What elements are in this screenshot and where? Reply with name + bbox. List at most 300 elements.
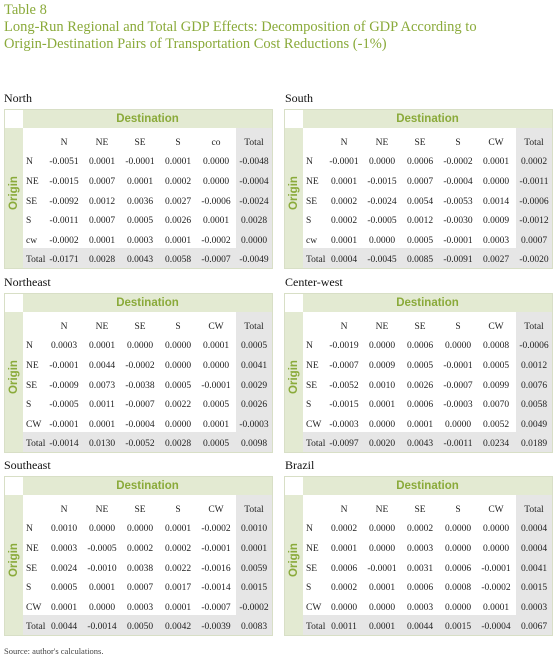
table-cell: 0.0004 [520,543,548,554]
table-cell: 0.0005 [406,360,434,371]
column-header: S [455,321,461,332]
row-label: Total [306,255,326,266]
table-caption-line-1: Long-Run Regional and Total GDP Effects: Decomposition of GDP According to [4,19,477,35]
table-cell: 0.0000 [368,235,396,246]
column-header: SE [414,504,426,515]
table-cell: 0.0010 [50,524,78,535]
column-header: S [175,321,181,332]
panel-brazil [284,476,553,636]
table-cell: 0.0044 [50,622,78,633]
table-cell: 0.0042 [164,622,192,633]
table-cell: 0.0002 [330,216,358,227]
table-cell: 0.0001 [88,419,116,430]
table-row [23,435,273,455]
table-cell: -0.0004 [125,419,155,430]
table-cell: 0.0000 [368,157,396,168]
destination-header: Destination [303,294,552,312]
table-cell: -0.0004 [481,622,511,633]
table-cell: 0.0003 [406,543,434,554]
table-cell: 0.0002 [164,543,192,554]
table-cell: -0.0003 [239,419,269,430]
panel-title-brazil: Brazil [285,458,315,472]
table-cell: 0.0001 [368,400,396,411]
table-cell: 0.0006 [406,400,434,411]
table-row [23,520,273,540]
origin-label: Origin [8,360,20,394]
table-cell: -0.0002 [443,157,473,168]
table-cell: 0.0005 [126,216,154,227]
table-cell: 0.0015 [444,622,472,633]
table-row [303,172,553,192]
table-cell: 0.0004 [330,255,358,266]
table-cell: 0.0041 [240,360,268,371]
column-header: NE [95,504,109,515]
table-cell: -0.0005 [367,216,397,227]
table-cell: 0.0010 [240,524,268,535]
table-cell: -0.0001 [125,157,155,168]
table-cell: 0.0006 [444,563,472,574]
row-label: NE [306,176,319,187]
table-row [23,356,273,376]
table-cell: 0.0000 [482,524,510,535]
table-cell: 0.0005 [164,380,192,391]
table-cell: -0.0007 [443,380,473,391]
column-header: N [340,504,348,515]
table-cell: -0.0004 [239,176,269,187]
table-row [303,337,553,357]
table-cell: -0.0004 [443,176,473,187]
table-cell: 0.0189 [520,439,548,450]
table-row [303,211,553,231]
row-label: CW [26,602,42,613]
table-cell: -0.0039 [201,622,231,633]
table-cell: 0.0000 [126,341,154,352]
table-cell: 0.0001 [330,543,358,554]
column-header: SE [414,137,426,148]
table-cell: 0.0000 [164,341,192,352]
table-cell: 0.0001 [164,235,192,246]
column-header: N [60,321,68,332]
table-cell: -0.0005 [87,543,117,554]
table-caption-line-2: Origin-Destination Pairs of Transportation Cost Reductions (-1%) [4,36,387,52]
table-cell: 0.0000 [368,602,396,613]
destination-header: Destination [23,110,272,128]
table-cell: -0.0001 [443,235,473,246]
table-cell: 0.0006 [406,341,434,352]
table-cell: -0.0003 [443,400,473,411]
row-label: S [26,400,32,411]
data-table [23,317,273,454]
column-header: NE [95,137,109,148]
column-header: S [455,137,461,148]
column-header: N [60,137,68,148]
row-label: SE [26,196,38,207]
table-row [23,559,273,579]
table-cell: 0.0008 [444,583,472,594]
table-cell: 0.0012 [520,360,548,371]
table-cell: 0.0002 [126,543,154,554]
origin-label: Origin [8,543,20,577]
table-row [303,520,553,540]
table-row [303,598,553,618]
table-cell: 0.0009 [368,360,396,371]
row-label: NE [26,543,39,554]
origin-label: Origin [8,176,20,210]
table-cell: 0.0001 [88,341,116,352]
table-cell: -0.0001 [201,380,231,391]
row-label: Total [26,622,46,633]
column-header: Total [524,321,544,332]
table-row [23,539,273,559]
panel-southeast [4,476,273,636]
table-cell: -0.0001 [481,563,511,574]
table-cell: -0.0002 [49,235,79,246]
column-header: SE [134,504,146,515]
table-cell: -0.0097 [329,439,359,450]
table-cell: 0.0012 [406,216,434,227]
table-cell: 0.0001 [88,157,116,168]
table-row [23,153,273,173]
table-cell: -0.0006 [201,196,231,207]
table-cell: 0.0029 [240,380,268,391]
origin-header-band [5,128,23,268]
table-cell: 0.0000 [202,360,230,371]
table-row [23,337,273,357]
table-cell: -0.0007 [329,360,359,371]
table-row [303,251,553,271]
table-cell: -0.0024 [367,196,397,207]
table-row [303,231,553,251]
table-cell: 0.0003 [520,602,548,613]
table-cell: -0.0015 [367,176,397,187]
row-label: Total [26,255,46,266]
table-cell: 0.0007 [88,176,116,187]
row-label: SE [26,563,38,574]
table-cell: -0.0012 [519,216,549,227]
table-cell: 0.0001 [164,157,192,168]
origin-label: Origin [288,176,300,210]
table-row [23,395,273,415]
table-cell: 0.0001 [88,235,116,246]
row-label: NE [306,543,319,554]
table-cell: 0.0000 [330,602,358,613]
destination-header: Destination [23,294,272,312]
row-label: cw [26,235,38,246]
table-cell: 0.0012 [88,196,116,207]
table-cell: 0.0001 [406,419,434,430]
table-cell: -0.0030 [443,216,473,227]
table-cell: 0.0001 [50,602,78,613]
column-header-row [23,500,273,520]
table-cell: 0.0026 [406,380,434,391]
table-row [23,192,273,212]
column-header: N [60,504,68,515]
table-cell: -0.0045 [367,255,397,266]
destination-header: Destination [23,477,272,495]
table-cell: -0.0016 [201,563,231,574]
table-cell: 0.0000 [444,419,472,430]
panel-title-south: South [285,91,314,105]
table-cell: -0.0001 [443,360,473,371]
origin-header-band [285,312,303,452]
table-cell: -0.0011 [49,216,79,227]
panel-title-northeast: Northeast [4,275,51,289]
row-label: N [26,157,33,168]
table-cell: -0.0015 [329,400,359,411]
table-cell: -0.0001 [49,360,79,371]
column-header-row [303,133,553,153]
table-cell: 0.0003 [482,235,510,246]
source-note: Source: author's calculations. [4,646,104,656]
destination-header: Destination [303,477,552,495]
table-cell: 0.0000 [240,235,268,246]
table-row [303,539,553,559]
table-cell: 0.0005 [50,583,78,594]
column-header-row [303,500,553,520]
table-cell: 0.0050 [126,622,154,633]
table-cell: -0.0052 [329,380,359,391]
table-cell: 0.0002 [406,524,434,535]
table-cell: 0.0011 [331,622,357,633]
table-cell: 0.0010 [368,380,396,391]
row-label: NE [306,360,319,371]
panel-title-southeast: Southeast [4,458,51,472]
table-cell: 0.0001 [330,235,358,246]
table-cell: 0.0000 [444,543,472,554]
table-row [303,153,553,173]
table-cell: -0.0002 [201,235,231,246]
table-cell: -0.0001 [367,563,397,574]
panel-title-north: North [4,91,32,105]
table-row [303,618,553,638]
table-cell: -0.0007 [125,400,155,411]
table-cell: 0.0049 [520,419,548,430]
origin-label: Origin [288,360,300,394]
table-cell: 0.0059 [240,563,268,574]
column-header: CW [488,321,504,332]
table-cell: -0.0002 [201,524,231,535]
table-cell: 0.0008 [482,341,510,352]
table-row [23,618,273,638]
table-cell: -0.0002 [239,602,269,613]
column-header: NE [375,137,389,148]
table-cell: 0.0000 [164,360,192,371]
table-cell: 0.0000 [368,524,396,535]
corner-cell [23,500,45,520]
table-cell: -0.0053 [443,196,473,207]
table-cell: 0.0017 [164,583,192,594]
table-cell: 0.0058 [164,255,192,266]
table-cell: -0.0002 [125,360,155,371]
table-cell: 0.0130 [88,439,116,450]
column-header: Total [244,137,264,148]
table-cell: 0.0026 [164,216,192,227]
corner-cell [23,317,45,337]
table-cell: 0.0005 [406,235,434,246]
row-label: CW [306,419,322,430]
table-cell: 0.0044 [88,360,116,371]
row-label: SE [306,563,318,574]
table-row [23,231,273,251]
table-cell: 0.0083 [240,622,268,633]
table-cell: 0.0015 [240,583,268,594]
row-label: SE [306,196,318,207]
table-cell: 0.0001 [482,157,510,168]
table-cell: 0.0234 [482,439,510,450]
column-header: Total [244,321,264,332]
panel-title-center-west: Center-west [285,275,343,289]
column-header: NE [375,321,389,332]
column-header: Total [244,504,264,515]
table-cell: 0.0020 [368,439,396,450]
row-label: N [26,524,33,535]
table-row [23,415,273,435]
row-label: N [306,341,313,352]
column-header: S [455,504,461,515]
table-cell: 0.0036 [126,196,154,207]
table-cell: -0.0092 [49,196,79,207]
origin-header-band [285,128,303,268]
column-header: CW [488,137,504,148]
table-cell: 0.0028 [240,216,268,227]
row-label: CW [26,419,42,430]
table-cell: -0.0001 [49,419,79,430]
table-cell: -0.0006 [519,341,549,352]
column-header: co [211,137,221,148]
table-cell: 0.0001 [126,176,154,187]
column-header: CW [488,504,504,515]
table-cell: 0.0076 [520,380,548,391]
column-header: CW [208,504,224,515]
table-cell: -0.0011 [519,176,549,187]
table-cell: -0.0038 [125,380,155,391]
origin-header-band [5,495,23,635]
row-label: N [26,341,33,352]
table-cell: 0.0001 [368,583,396,594]
table-cell: 0.0000 [444,602,472,613]
table-cell: 0.0031 [406,563,434,574]
table-row [23,578,273,598]
row-label: N [306,157,313,168]
column-header: S [175,504,181,515]
table-cell: -0.0007 [201,255,231,266]
column-header: N [340,137,348,148]
table-cell: 0.0003 [50,341,78,352]
panel-northeast [4,293,273,453]
table-cell: 0.0000 [368,543,396,554]
row-label: S [26,216,32,227]
panel-north [4,109,273,269]
origin-label: Origin [288,543,300,577]
data-table [23,500,273,637]
table-cell: -0.0002 [481,583,511,594]
table-cell: 0.0006 [330,563,358,574]
table-cell: 0.0000 [202,157,230,168]
column-header: SE [414,321,426,332]
table-cell: -0.0014 [49,439,79,450]
table-row [303,559,553,579]
table-row [23,211,273,231]
table-cell: -0.0001 [329,157,359,168]
table-cell: -0.0091 [443,255,473,266]
table-cell: 0.0099 [482,380,510,391]
table-cell: 0.0001 [240,543,268,554]
origin-header-band [5,312,23,452]
table-cell: 0.0027 [164,196,192,207]
table-cell: -0.0048 [239,157,269,168]
corner-cell [23,133,45,153]
table-cell: 0.0000 [88,524,116,535]
table-cell: 0.0001 [202,216,230,227]
table-cell: 0.0000 [164,419,192,430]
table-cell: 0.0007 [126,583,154,594]
column-header-row [23,133,273,153]
table-cell: 0.0001 [330,176,358,187]
table-cell: 0.0002 [330,583,358,594]
column-header: Total [524,504,544,515]
table-cell: 0.0003 [406,602,434,613]
row-label: Total [26,439,46,450]
table-cell: 0.0003 [50,543,78,554]
table-cell: 0.0007 [520,235,548,246]
table-cell: 0.0027 [482,255,510,266]
row-label: S [306,400,312,411]
table-cell: 0.0000 [202,176,230,187]
table-cell: -0.0014 [87,622,117,633]
table-cell: 0.0004 [520,524,548,535]
column-header-row [303,317,553,337]
table-number: Table 8 [4,2,47,18]
table-cell: 0.0000 [482,176,510,187]
table-cell: 0.0000 [368,341,396,352]
row-label: SE [26,380,38,391]
table-cell: 0.0067 [520,622,548,633]
table-cell: -0.0007 [201,602,231,613]
table-cell: -0.0051 [49,157,79,168]
table-cell: -0.0171 [49,255,79,266]
table-cell: 0.0000 [482,543,510,554]
table-row [303,415,553,435]
table-cell: 0.0058 [520,400,548,411]
destination-header: Destination [303,110,552,128]
table-row [303,192,553,212]
table-cell: 0.0005 [482,360,510,371]
table-cell: 0.0000 [444,524,472,535]
row-label: NE [26,360,39,371]
table-cell: -0.0003 [329,419,359,430]
table-cell: -0.0005 [49,400,79,411]
table-row [303,376,553,396]
table-cell: 0.0007 [406,176,434,187]
table-row [23,251,273,271]
table-cell: 0.0000 [88,602,116,613]
table-cell: 0.0073 [88,380,116,391]
table-cell: 0.0054 [406,196,434,207]
table-cell: 0.0001 [164,524,192,535]
table-cell: 0.0041 [520,563,548,574]
table-cell: 0.0006 [406,157,434,168]
column-header: CW [208,321,224,332]
row-label: SE [306,380,318,391]
table-cell: 0.0006 [406,583,434,594]
table-cell: -0.0011 [443,439,473,450]
row-label: Total [306,622,326,633]
table-cell: 0.0003 [126,602,154,613]
table-cell: 0.0005 [202,439,230,450]
row-label: Total [306,439,326,450]
table-cell: 0.0001 [202,341,230,352]
row-label: S [306,216,312,227]
